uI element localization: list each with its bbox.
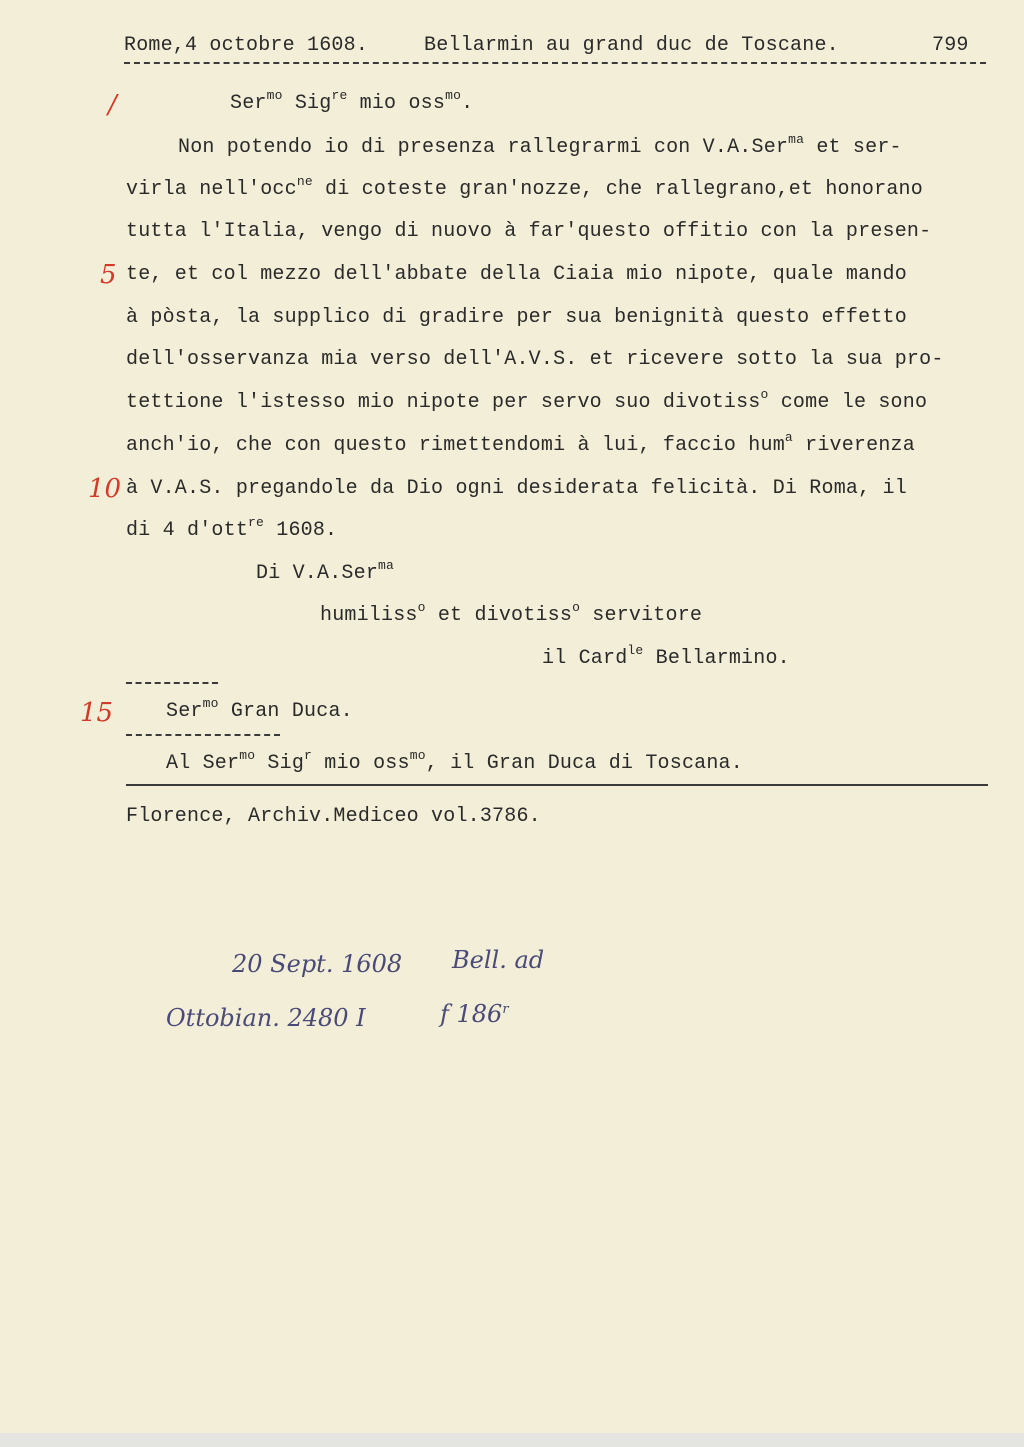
body-line-8: anch'io, che con questo rimettendomi à lui, faccio hum$^a$ riverenza <box>126 430 915 457</box>
body-line-1: Non potendo io di presenza rallegrarmi con V.A.Ser$^{ma}$ et ser- <box>178 132 902 159</box>
handwritten-author: Bell. ad <box>452 946 545 974</box>
header-place-date: Rome,4 octobre 1608. <box>124 34 369 57</box>
address-line-1: Ser$^{mo}$ Gran Duca. <box>166 696 353 723</box>
source-citation: Florence, Archiv.Mediceo vol.3786. <box>126 805 541 828</box>
footer-rule <box>126 784 988 786</box>
body-line-10: di 4 d'ott$^{re}$ 1608. <box>126 515 338 542</box>
scan-edge <box>0 1433 1024 1447</box>
body-line-7: tettione l'istesso mio nipote per servo suo divotiss$^o$ come le sono <box>126 387 928 414</box>
margin-number-15: 15 <box>80 698 114 728</box>
page-number: 799 <box>932 34 969 57</box>
address-line-2: Al Ser$^{mo}$ Sig$^r$ mio oss$^{mo}$, il Gran Duca di Toscana. <box>166 748 743 775</box>
body-line-9: à V.A.S. pregandole da Dio ogni desiderata felicità. Di Roma, il <box>126 477 907 500</box>
body-line-4: te, et col mezzo dell'abbate della Ciaia mio nipote, quale mando <box>126 263 907 286</box>
address-rule-medium <box>126 734 280 736</box>
handwritten-folio: f 186$^r$ <box>440 1000 509 1028</box>
salutation: Ser$^{mo}$ Sig$^{re}$ mio oss$^{mo}$. <box>230 88 474 115</box>
address-rule-short <box>126 682 218 684</box>
closing-line-2: humiliss$^o$ et divotiss$^o$ servitore <box>320 600 703 627</box>
header-title: Bellarmin au grand duc de Toscane. <box>424 34 839 57</box>
margin-number-1: / <box>108 90 117 120</box>
margin-number-5: 5 <box>100 260 117 290</box>
body-line-3: tutta l'Italia, vengo di nuovo à far'questo offitio con la presen- <box>126 220 932 243</box>
body-line-5: à pòsta, la supplico di gradire per sua benignità questo effetto <box>126 306 907 329</box>
handwritten-shelfmark: Ottobian. 2480 I <box>166 1004 366 1032</box>
handwritten-date: 20 Sept. 1608 <box>232 950 403 978</box>
body-line-6: dell'osservanza mia verso dell'A.V.S. et ricevere sotto la sua pro- <box>126 348 944 371</box>
body-line-2: virla nell'occ$^{ne}$ di coteste gran'nozze, che rallegrano,et honorano <box>126 174 923 201</box>
closing-signature: il Card$^{le}$ Bellarmino. <box>542 643 790 670</box>
header-rule <box>124 62 986 64</box>
closing-line-1: Di V.A.Ser$^{ma}$ <box>256 558 395 585</box>
margin-number-10: 10 <box>88 474 122 504</box>
